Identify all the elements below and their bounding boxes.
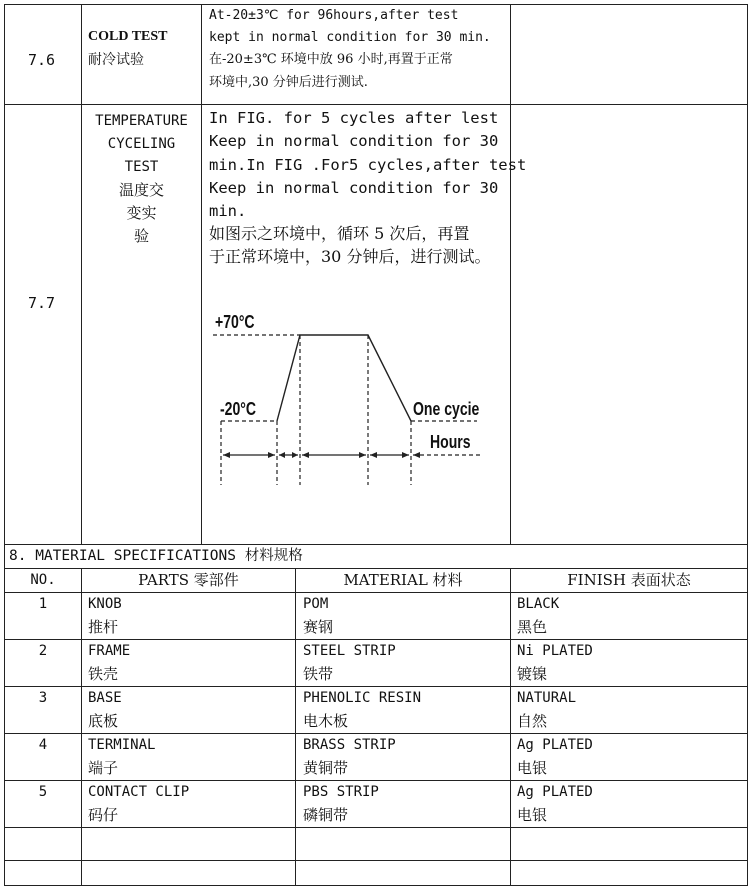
row-number: 4 <box>38 737 48 753</box>
test-desc-line: 环境中,30 分钟后进行测试. <box>209 75 368 90</box>
finish-cn: 黑色 <box>517 618 548 636</box>
finish-cn: 镀镍 <box>517 665 548 683</box>
row-divider <box>4 639 748 640</box>
row-number: 3 <box>38 690 48 706</box>
part-cn: 端子 <box>88 759 119 777</box>
table-border-bottom <box>4 885 748 886</box>
finish-en: Ag PLATED <box>517 737 593 753</box>
material-en: PHENOLIC RESIN <box>303 690 422 706</box>
row-number: 5 <box>38 784 48 800</box>
col-divider <box>295 568 296 886</box>
col-divider <box>81 4 82 544</box>
finish-en: NATURAL <box>517 690 577 706</box>
test-desc-line: Keep in normal condition for 30 <box>209 179 499 197</box>
material-en: PBS STRIP <box>303 784 379 800</box>
table-border-top <box>4 4 748 5</box>
test-name-en: COLD TEST <box>88 29 168 44</box>
header-material: MATERIAL 材料 <box>343 571 463 589</box>
row-divider <box>4 686 748 687</box>
row-number: 2 <box>38 643 48 659</box>
finish-en: Ag PLATED <box>517 784 593 800</box>
col-divider <box>201 4 202 544</box>
col-divider <box>81 568 82 886</box>
col-divider <box>510 4 511 544</box>
finish-cn: 电银 <box>517 806 548 824</box>
finish-en: BLACK <box>517 596 560 612</box>
test-desc-line: min.In FIG .For5 cycles,after test <box>209 156 527 174</box>
material-cn: 黄铜带 <box>303 759 349 777</box>
hours-label: Hours <box>430 432 471 452</box>
test-desc-line: 于正常环境中，30 分钟后，进行测试。 <box>209 247 491 266</box>
row-divider <box>4 860 748 861</box>
part-cn: 码仔 <box>88 806 119 824</box>
part-cn: 铁壳 <box>88 665 119 683</box>
finish-cn: 自然 <box>517 712 548 730</box>
row-number: 1 <box>38 596 48 612</box>
test-desc-line: min. <box>209 202 247 220</box>
header-parts: PARTS 零部件 <box>138 571 239 589</box>
test-desc-line: 如图示之环境中，循环 5 次后，再置 <box>209 224 470 243</box>
part-cn: 底板 <box>88 712 119 730</box>
material-cn: 电木板 <box>303 712 349 730</box>
cycle-profile-line <box>277 335 411 421</box>
material-en: POM <box>303 596 329 612</box>
header-finish: FINISH 表面状态 <box>567 571 691 589</box>
row-divider <box>4 733 748 734</box>
table-border-right <box>747 4 748 886</box>
material-cn: 铁带 <box>303 665 334 683</box>
row-divider <box>4 544 748 545</box>
table-border-left <box>4 4 5 886</box>
part-en: KNOB <box>88 596 122 612</box>
test-number: 7.6 <box>28 51 56 69</box>
test-desc-line: 在-20±3℃ 环境中放 96 小时,再置于正常 <box>209 52 453 67</box>
part-cn: 推杆 <box>88 618 119 636</box>
material-cn: 磷铜带 <box>303 806 349 824</box>
test-name-cn: 耐冷试验 <box>88 52 144 68</box>
high-temp-label: +70°C <box>215 312 255 332</box>
row-divider <box>4 780 748 781</box>
material-en: BRASS STRIP <box>303 737 396 753</box>
row-divider <box>4 568 748 569</box>
row-divider <box>4 827 748 828</box>
test-desc-line: At-20±3℃ for 96hours,after test <box>209 8 459 23</box>
low-temp-label: -20°C <box>220 399 257 419</box>
row-divider <box>4 592 748 593</box>
header-no: NO. <box>30 572 56 588</box>
row-divider <box>4 104 748 105</box>
finish-en: Ni PLATED <box>517 643 593 659</box>
cycle-label: One cycie <box>413 399 480 419</box>
part-en: BASE <box>88 690 122 706</box>
section-title: 8. MATERIAL SPECIFICATIONS 材料规格 <box>9 548 303 564</box>
test-desc-line: In FIG. for 5 cycles after lest <box>209 109 499 127</box>
col-divider <box>510 568 511 886</box>
part-en: TERMINAL <box>88 737 156 753</box>
test-desc-line: kept in normal condition for 30 min. <box>209 30 491 45</box>
material-cn: 赛钢 <box>303 618 334 636</box>
part-en: FRAME <box>88 643 131 659</box>
test-name: TEMPERATURE CYCELING TEST 温度交 变实 验 <box>95 113 188 245</box>
test-number: 7.7 <box>28 294 56 312</box>
finish-cn: 电银 <box>517 759 548 777</box>
test-desc-line: Keep in normal condition for 30 <box>209 132 499 150</box>
part-en: CONTACT CLIP <box>88 784 190 800</box>
material-en: STEEL STRIP <box>303 643 396 659</box>
